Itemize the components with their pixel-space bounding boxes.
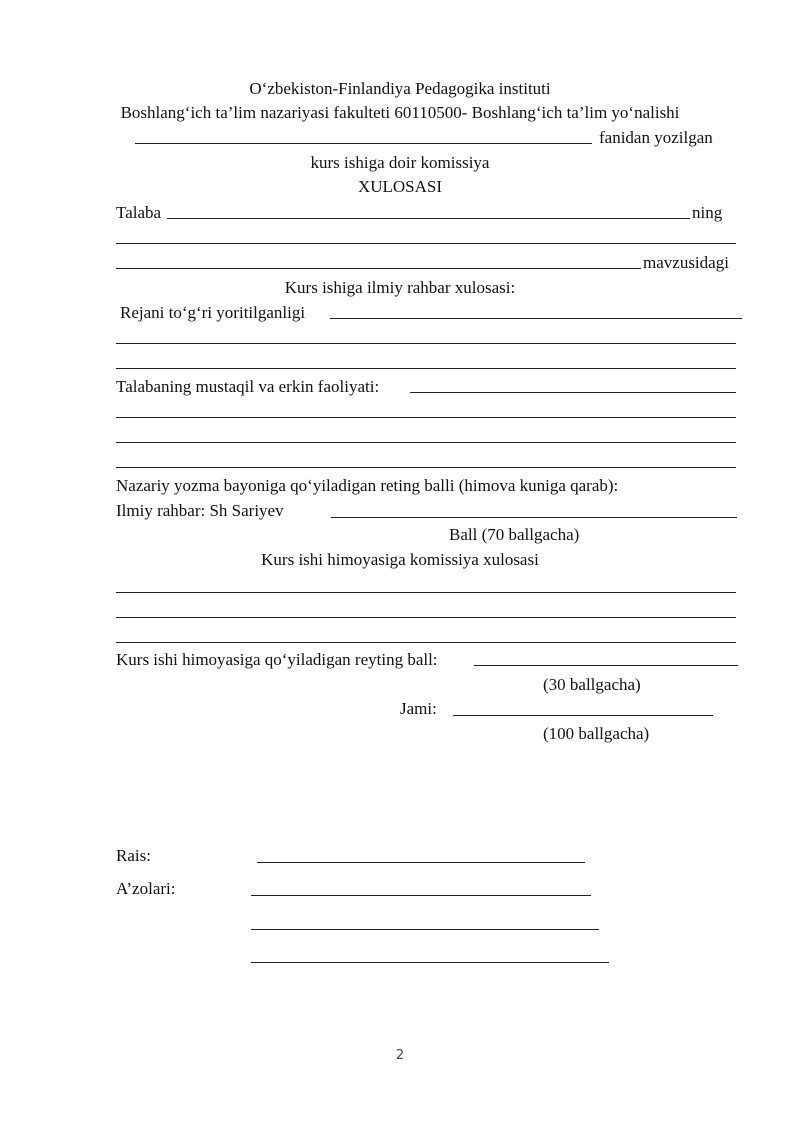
defense-score-blank xyxy=(474,665,738,666)
defense-note: (30 ballgacha) xyxy=(543,675,641,694)
subject-suffix: fanidan yozilgan xyxy=(599,128,713,147)
ball-note: Ball (70 ballgacha) xyxy=(449,525,580,544)
independent-blank xyxy=(410,392,736,393)
advisor-label: Ilmiy rahbar: Sh Sariyev xyxy=(116,501,284,520)
chair-signature-line xyxy=(257,862,585,863)
plan-blank-line xyxy=(116,343,736,344)
chair-label: Rais: xyxy=(116,846,151,865)
course-line: kurs ishiga doir komissiya xyxy=(310,153,490,172)
commission-heading: Kurs ishi himoyasiga komissiya xulosasi xyxy=(261,550,539,569)
total-label: Jami: xyxy=(400,699,437,718)
document-title: XULOSASI xyxy=(357,177,443,196)
independent-blank-line xyxy=(116,442,736,443)
member-signature-line xyxy=(251,962,609,963)
members-label: A’zolari: xyxy=(116,879,176,898)
rating-label: Nazariy yozma bayoniga qo‘yiladigan reting balli (himova kuniga qarab): xyxy=(116,476,619,495)
student-name-blank xyxy=(167,218,690,219)
advisor-score-blank xyxy=(331,517,737,518)
subject-blank xyxy=(135,143,592,144)
independent-label: Talabaning mustaqil va erkin faoliyati: xyxy=(116,377,380,396)
member-signature-line xyxy=(251,929,599,930)
page-number: 2 xyxy=(395,1048,405,1063)
independent-blank-line xyxy=(116,467,736,468)
plan-blank xyxy=(330,318,742,319)
topic-suffix: mavzusidagi xyxy=(643,253,729,272)
student-suffix: ning xyxy=(692,203,723,222)
total-score-blank xyxy=(453,715,713,716)
advisor-heading: Kurs ishiga ilmiy rahbar xulosasi: xyxy=(284,278,516,297)
defense-label: Kurs ishi himoyasiga qo‘yiladigan reyting ball: xyxy=(116,650,438,669)
student-label: Talaba xyxy=(116,203,162,222)
commission-blank-line xyxy=(116,592,736,593)
faculty-line: Boshlang‘ich ta’lim nazariyasi fakulteti 60110500- Boshlang‘ich ta’lim yo‘nalishi xyxy=(120,103,680,122)
total-note: (100 ballgacha) xyxy=(543,724,650,743)
topic-blank-line xyxy=(116,243,736,244)
independent-blank-line xyxy=(116,417,736,418)
plan-label: Rejani to‘g‘ri yoritilganligi xyxy=(120,303,306,322)
member-signature-line xyxy=(251,895,591,896)
topic-blank-line xyxy=(116,268,641,269)
institute-name: O‘zbekiston-Finlandiya Pedagogika instituti xyxy=(249,79,551,98)
commission-blank-line xyxy=(116,617,736,618)
commission-blank-line xyxy=(116,642,736,643)
plan-blank-line xyxy=(116,368,736,369)
